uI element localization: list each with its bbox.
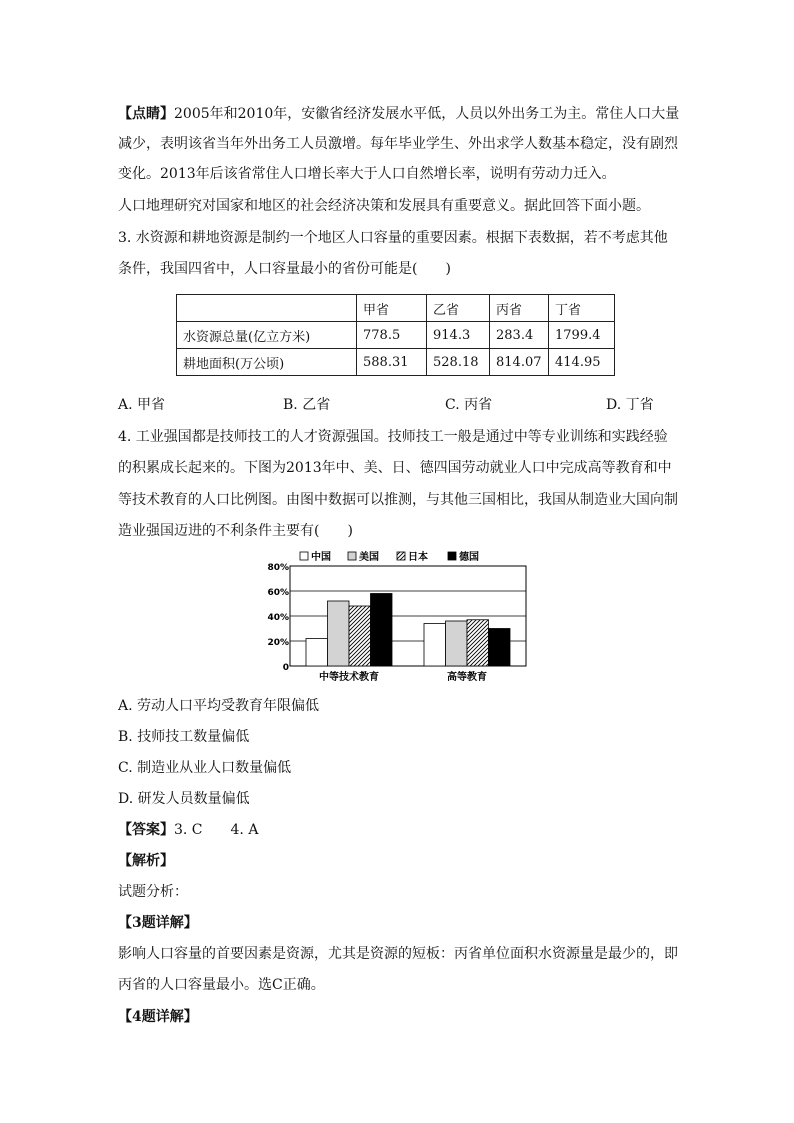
q3-option-c: C. 丙省 [445,397,493,413]
answer-text: 3. C 4. A [174,822,259,838]
x-category-label: 高等教育 [447,672,487,683]
table-cell: 丙省 [490,295,549,322]
q3-option-d: D. 丁省 [606,397,654,413]
y-tick-label: 0 [282,663,289,673]
bar [371,594,393,667]
chart-bars [306,594,510,667]
answer-line [118,820,258,840]
bar [306,639,328,667]
legend-swatch [348,552,356,560]
table-cell: 914.3 [427,322,490,349]
table-cell: 耕地面积(万公顷) [177,349,357,376]
chart-legend [300,550,479,563]
q4-option-d: D. 研发人员数量偏低 [118,791,250,807]
analysis-tag: 【解析】 [118,853,174,869]
legend-swatch [300,552,308,560]
bar [328,601,350,666]
table-cell: 414.95 [549,349,615,376]
table-row [177,349,615,376]
dianjing-text-1: 2005年和2010年，安徽省经济发展水平低，人员以外出务工为主。常住人口大量 [174,106,680,122]
bar [446,621,468,666]
answer-tag: 【答案】 [118,822,174,838]
table-cell: 588.31 [357,349,427,376]
table-cell: 乙省 [427,295,490,322]
q4-stem-line-1: 4. 工业强国都是技师技工的人才资源强国。技师技工一般是通过中等专业训练和实践经验 [118,429,668,445]
q3-stem-line-2: 条件，我国四省中，人口容量最小的省份可能是( ) [118,261,451,277]
legend-label: 中国 [311,552,331,563]
intro-paragraph: 人口地理研究对国家和地区的社会经济决策和发展具有重要意义。据此回答下面小题。 [118,198,650,214]
legend-swatch [448,552,456,560]
q3-option-b: B. 乙省 [283,397,331,413]
q4-stem-line-3: 等技术教育的人口比例图。由图中数据可以推测，与其他三国相比，我国从制造业大国向制 [118,492,678,508]
q4-option-b: B. 技师技工数量偏低 [118,729,250,745]
y-tick-label: 60% [267,588,289,598]
q4-option-c: C. 制造业从业人口数量偏低 [118,760,292,776]
dianjing-line-3: 变化。2013年后该省常住人口增长率大于人口自然增长率，说明有劳动力迁入。 [118,166,616,182]
bar [467,620,489,666]
table-row [177,322,615,349]
y-axis [267,563,289,673]
q4-option-a: A. 劳动人口平均受教育年限偏低 [118,698,320,714]
bar [349,606,371,666]
y-tick-label: 80% [267,563,289,573]
q3-option-a: A. 甲省 [118,397,166,413]
x-category-label: 中等技术教育 [319,672,379,683]
y-tick-label: 20% [267,638,289,648]
dianjing-line-1 [118,104,679,124]
dianjing-tag: 【点睛】 [118,106,174,122]
q4-detail-tag: 【4题详解】 [118,1009,198,1025]
table-cell: 水资源总量(亿立方米) [177,322,357,349]
table-cell: 丁省 [549,295,615,322]
legend-label: 美国 [359,552,379,563]
table-cell: 1799.4 [549,322,615,349]
q3-detail-line-2: 丙省的人口容量最小。选C正确。 [118,977,325,993]
legend-swatch [397,552,405,560]
q3-detail-line-1: 影响人口容量的首要因素是资源，尤其是资源的短板：丙省单位面积水资源量是最少的，即 [118,946,678,962]
y-tick-label: 40% [267,613,289,623]
table-header-row [177,295,615,322]
table-cell: 814.07 [490,349,549,376]
q4-stem-line-2: 的积累成长起来的。下图为2013年中、美、日、德四国劳动就业人口中完成高等教育和中 [118,460,672,476]
legend-label: 日本 [408,552,428,563]
table-cell: 528.18 [427,349,490,376]
education-bar-chart [267,546,532,686]
table-cell: 甲省 [357,295,427,322]
q3-detail-tag: 【3题详解】 [118,915,198,931]
legend-label: 德国 [459,552,479,563]
dianjing-line-2: 减少，表明该省当年外出务工人员激增。每年毕业学生、外出求学人数基本稳定，没有剧烈 [118,136,678,152]
table-cell [177,295,357,322]
table-cell: 778.5 [357,322,427,349]
bar [424,624,446,667]
q3-stem-line-1: 3. 水资源和耕地资源是制约一个地区人口容量的重要因素。根据下表数据，若不考虑其他 [118,230,668,246]
bar [489,629,511,667]
analysis-subheading: 试题分析： [118,884,188,900]
table-cell: 283.4 [490,322,549,349]
q4-stem-line-4: 造业强国迈进的不利条件主要有( ) [118,523,353,539]
x-axis [319,670,487,683]
resource-table [176,294,615,376]
